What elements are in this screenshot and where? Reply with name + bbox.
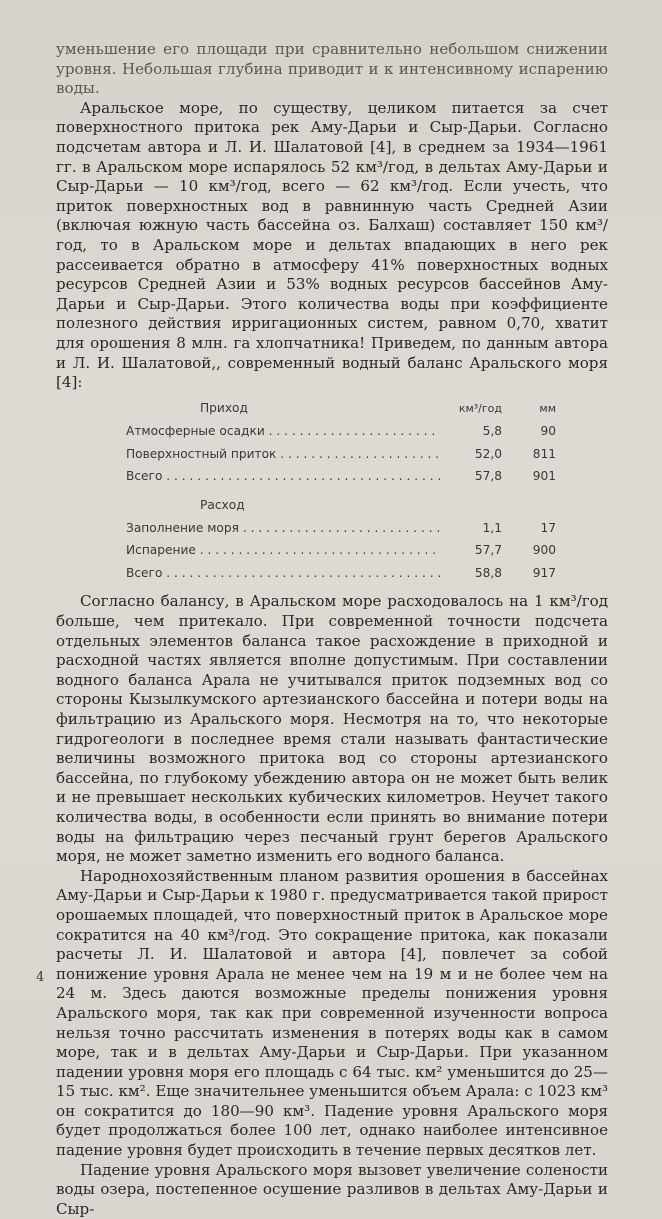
row-label: Атмосферные осадки . . . — [126, 420, 440, 443]
row-value-km3: 52,0 — [474, 446, 502, 461]
paragraph-irrigation-plan: Народнохозяйственным планом развития орошения в бассейнах Аму-Дарьи и Сыр-Дарьи к 1980 г. предусматривается такой прирост орошаемых площадей, что поверхностный приток в Аральское море сократится на 40 км³/год. Это сокращение притока, как показали расчеты Л. И. Шалатовой и автора [4], повлечет за собой понижение уровня Арала не менее чем на 19 м и не более чем на 24 м. Здесь даются возможные пределы понижения уровня Аральского моря, так как при современной изученности вопроса нельзя точно рассчитать изменения в потерях воды как в самом море, так и в дельтах Аму-Дарьи и Сыр-Дарьи. При указанном падении уровня моря его площадь с 64 тыс. км² уменьшится до 25—15 тыс. км². Еще значительнее уменьшится объем Арала: с 1023 км³ он сократится до 180—90 км³. Падение уровня Аральского моря будет продолжаться более 100 лет, однако наиболее интенсивное падение уровня будет происходить в течение первых десятков лет. — [56, 866, 608, 1160]
col-header-mm: мм — [539, 401, 556, 415]
table-row — [126, 420, 556, 443]
row-value-km3: 1,1 — [482, 520, 502, 535]
table-header-row — [126, 397, 556, 421]
table-row — [126, 562, 556, 585]
table-row — [126, 443, 556, 466]
row-value-mm: 811 — [532, 446, 556, 461]
row-value-km3: 57,7 — [474, 543, 502, 558]
paragraph-balance-discussion: Согласно балансу, в Аральском море расходовалось на 1 км³/год больше, чем притекало. При современной точности подсчета отдельных элементов баланса такое расхождение в приходной и расходной частях является вполне допустимым. При составлении водного баланса Арала не учитывался приток подземных вод со стороны Кызылкумского артезианского бассейна и потери воды на фильтрацию из Аральского моря. Несмотря на то, что некоторые гидрогеологи в последнее время стали называть фантастические величины возможного притока вод со стороны артезианского бассейна, по глубокому убеждению автора он не может быть велик и не превышает нескольких кубических километров. Неучет такого количества воды, в особенности если принять во внимание потери воды на фильтрацию через песчаный грунт берегов Аральского моря, не может заметно изменить его водного баланса. — [56, 592, 608, 866]
table-row — [126, 539, 556, 562]
row-value-mm: 17 — [540, 520, 556, 535]
row-label: Заполнение моря . . . — [126, 517, 440, 540]
row-label: Испарение . . . — [126, 539, 440, 562]
row-label: Всего . . . — [126, 465, 440, 488]
page-number: 4 — [36, 970, 45, 985]
table-row — [126, 517, 556, 540]
col-header-km3: км³/год — [458, 401, 502, 415]
row-value-km3: 5,8 — [482, 424, 502, 439]
paragraph-salinity: Падение уровня Аральского моря вызовет увеличение солености воды озера, постепенное осушение разливов в дельтах Аму-Дарьи и Сыр- — [56, 1160, 608, 1218]
row-label: Поверхностный приток . . . — [126, 443, 440, 466]
row-value-km3: 57,8 — [474, 469, 502, 484]
paragraph-continued: уменьшение его площади при сравнительно небольшом снижении уровня. Небольшая глубина приводит и к интенсивному испарению воды. — [56, 40, 608, 98]
row-label: Всего . . . — [126, 562, 440, 585]
text-column — [56, 40, 608, 1219]
row-value-km3: 58,8 — [474, 565, 502, 580]
paragraph-aral-feeding: Аральское море, по существу, целиком питается за счет поверхностного притока рек Аму-Дарьи и Сыр-Дарьи. Согласно подсчетам автора и Л. И. Шалатовой [4], в среднем за 1934—1961 гг. в Аральском море испарялось 52 км³/год, в дельтах Аму-Дарьи и Сыр-Дарьи — 10 км³/год, всего — 62 км³/год. Если учесть, что приток поверхностных вод в равнинную часть Средней Азии (включая южную часть бассейна оз. Балхаш) составляет 150 км³/год, то в Аральском море и дельтах впадающих в него рек рассеивается обратно в атмосферу 41% поверхностных водных ресурсов Средней Азии и 53% водных ресурсов бассейнов Аму-Дарьи и Сыр-Дарьи. Этого количества воды при коэффициенте полезного действия ирригационных систем, равном 0,70, хватит для орошения 8 млн. га хлопчатника! Приведем, по данным автора и Л. И. Шалатовой,, современный водный баланс Аральского моря [4]: — [56, 98, 608, 392]
row-value-mm: 901 — [532, 469, 556, 484]
row-value-mm: 917 — [532, 565, 556, 580]
table-row — [126, 465, 556, 488]
water-balance-table — [126, 397, 556, 585]
row-value-mm: 90 — [540, 424, 556, 439]
row-value-mm: 900 — [532, 543, 556, 558]
expense-section-title: Расход — [200, 498, 245, 513]
income-section-title: Приход — [200, 400, 248, 415]
